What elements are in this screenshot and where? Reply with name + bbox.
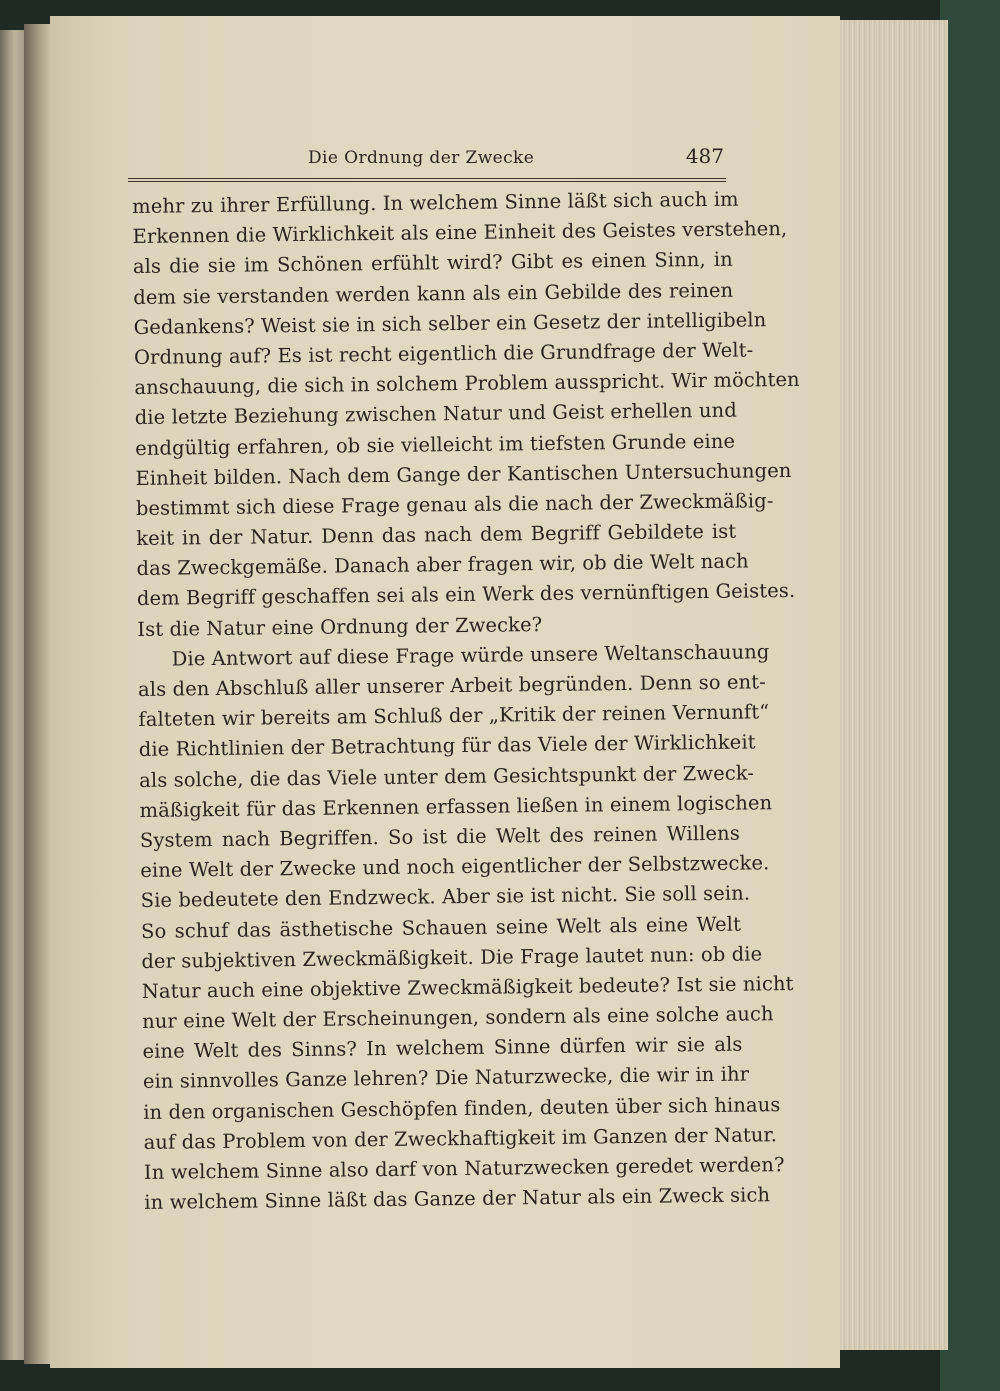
text-line: dem Begriff geschaffen sei als ein Werk des vernünftigen Geistes.: [136, 579, 796, 611]
text-line: mäßigkeit für das Erkennen erfassen ließen in einem logischen: [139, 790, 773, 822]
text-line: keit in der Natur. Denn das nach dem Begriff Gebildete ist: [136, 519, 737, 551]
paragraph-start-line: Die Antwort auf diese Frage würde unsere Weltanschauung: [171, 640, 770, 671]
text-line: die letzte Beziehung zwischen Natur und Geist erhellen und: [134, 398, 737, 430]
text-line: endgültig erfahren, ob sie vielleicht im tiefsten Grunde eine: [134, 429, 736, 460]
body-text: [132, 185, 800, 1219]
text-line: der subjektiven Zweckmäßigkeit. Die Frage lautet nun: ob die: [141, 942, 763, 973]
page-edges: [835, 20, 948, 1350]
text-line: Natur auch eine objektive Zweckmäßigkeit bedeute? Ist sie nicht: [141, 971, 794, 1003]
text-line: eine Welt der Zwecke und noch eigentlicher der Selbstzwecke.: [140, 851, 770, 883]
book-gutter: [24, 24, 52, 1364]
text-line: in den organischen Geschöpfen finden, deuten über sich hinaus: [143, 1092, 781, 1124]
page-number: 487: [685, 144, 724, 168]
text-line: in welchem Sinne läßt das Ganze der Natur als ein Zweck sich: [144, 1183, 771, 1215]
text-line: System nach Begriffen. So ist die Welt des reinen Willens: [139, 821, 741, 852]
facing-page-edge: [0, 30, 24, 1360]
text-line: als den Abschluß aller unserer Arbeit begründen. Denn so ent-: [137, 670, 766, 701]
text-line: Einheit bilden. Nach dem Gange der Kantischen Untersuchungen: [135, 458, 792, 490]
book-page: [50, 16, 840, 1368]
text-line: bestimmt sich diese Frage genau als die nach der Zweckmäßig-: [135, 489, 774, 520]
text-line: nur eine Welt der Erscheinungen, sondern als eine solche auch: [141, 1002, 774, 1033]
text-line: Ordnung auf? Es ist recht eigentlich die Grundfrage der Welt-: [133, 338, 754, 369]
running-title: Die Ordnung der Zwecke: [308, 148, 535, 168]
text-line: In welchem Sinne also darf von Naturzwecken geredet werden?: [143, 1153, 785, 1184]
text-line: So schuf das ästhetische Schauen seine Welt als eine Welt: [140, 912, 742, 943]
text-line: die Richtlinien der Betrachtung für das Viele der Wirklichkeit: [138, 730, 756, 762]
text-line: Gedankens? Weist sie in sich selber ein Gesetz der intelligibeln: [133, 308, 767, 339]
text-line: als solche, die das Viele unter dem Gesichtspunkt der Zweck-: [139, 761, 755, 792]
running-head: [128, 138, 726, 182]
paragraph-end-line: Ist die Natur eine Ordnung der Zwecke?: [137, 612, 543, 641]
text-line: Sie bedeutete den Endzweck. Aber sie ist nicht. Sie soll sein.: [140, 881, 751, 913]
book-cover: [940, 0, 1000, 1391]
text-line: ein sinnvolles Ganze lehren? Die Naturzwecke, die wir in ihr: [142, 1062, 750, 1094]
text-line: als die sie im Schönen erfühlt wird? Gibt es einen Sinn, in: [132, 248, 734, 279]
text-line: auf das Problem von der Zweckhaftigkeit im Ganzen der Natur.: [143, 1123, 778, 1154]
text-line: falteten wir bereits am Schluß der „Kritik der reinen Vernunft“: [138, 700, 770, 732]
text-line: Erkennen die Wirklichkeit als eine Einheit des Geistes verstehen,: [132, 217, 788, 249]
text-line: das Zweckgemäße. Danach aber fragen wir, ob die Welt nach: [136, 549, 749, 581]
text-line: eine Welt des Sinns? In welchem Sinne dürfen wir sie als: [142, 1032, 743, 1064]
text-line: anschauung, die sich in solchem Problem ausspricht. Wir möchten: [134, 367, 800, 400]
text-line: dem sie verstanden werden kann als ein Gebilde des reinen: [133, 278, 734, 309]
text-line: mehr zu ihrer Erfüllung. In welchem Sinne läßt sich auch im: [132, 187, 739, 218]
